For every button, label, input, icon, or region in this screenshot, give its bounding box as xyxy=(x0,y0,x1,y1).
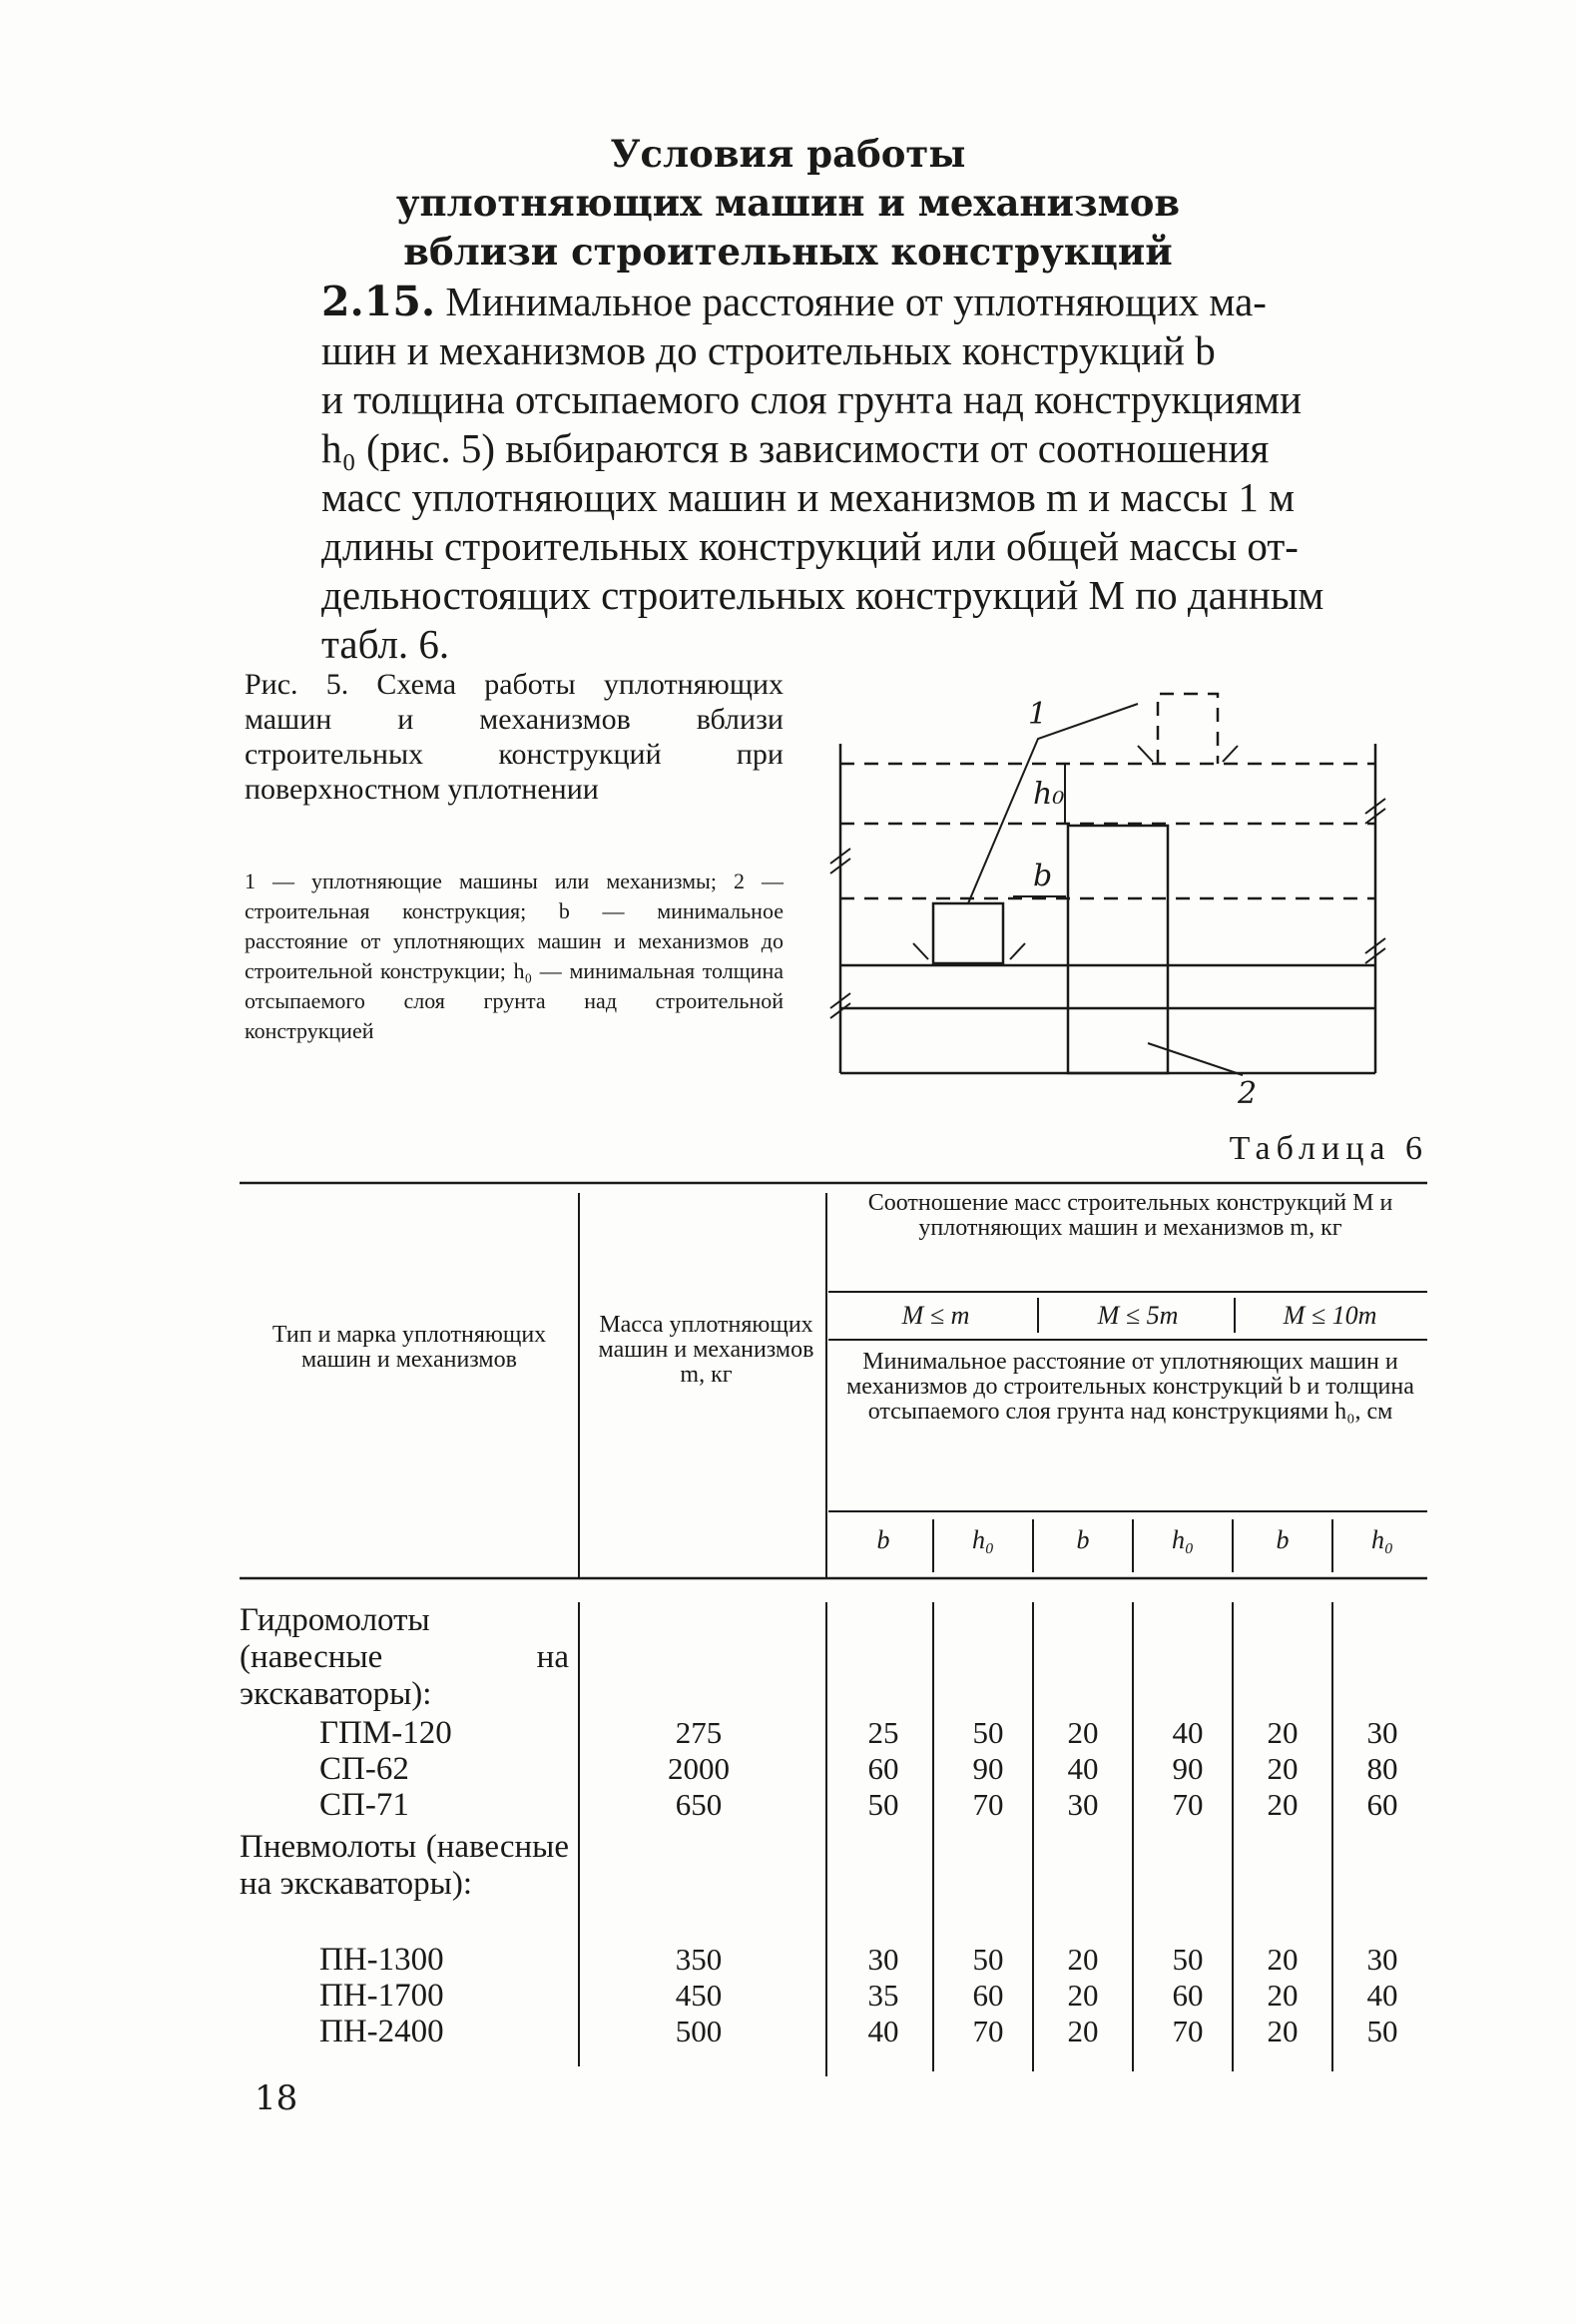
diagram-label-2: 2 xyxy=(1238,1076,1258,1111)
row-name: ПН-2400 xyxy=(319,2014,444,2049)
cell: 60 xyxy=(1172,1978,1204,2013)
header-sub-b-3: b xyxy=(1276,1525,1290,1554)
cell: 50 xyxy=(972,1715,1004,1750)
cell: 20 xyxy=(1067,2014,1099,2048)
row-name: ПН-1700 xyxy=(319,1978,444,2014)
paragraph-text: Минимальное расстояние от уплотняющих ма- xyxy=(445,279,1267,324)
cell: 90 xyxy=(1172,1751,1204,1786)
header-ratio: Соотношение масс строительных конструкций M и уплотняющих машин и механизмов m, кг xyxy=(867,1190,1393,1241)
row-mass: 275 xyxy=(675,1715,723,1750)
section-heading-line-1: Условия работы xyxy=(610,132,966,176)
header-min-distance: Минимальное расстояние от уплотняющих машин и механизмов до строительных конструкций b и толщина отсыпаемого слоя грунта над конструкциями h₀, см xyxy=(846,1349,1414,1425)
cell: 35 xyxy=(867,1978,899,2013)
paragraph-line-5: масс уплотняющих машин и механизмов m и массы 1 м xyxy=(321,474,1296,520)
diagram-label-h0: h₀ xyxy=(1033,777,1065,812)
cell: 30 xyxy=(1366,1942,1398,1977)
cell: 60 xyxy=(972,1978,1004,2013)
cell: 30 xyxy=(1366,1715,1398,1750)
paragraph-number: 2.15. xyxy=(321,278,436,325)
section-heading-line-3: вблизи строительных конструкций xyxy=(403,230,1173,274)
diagram-label-b: b xyxy=(1033,859,1053,893)
group-name: Гидромолоты (навесные на экскаваторы): xyxy=(240,1602,569,1712)
cell: 70 xyxy=(972,1787,1004,1822)
cell: 20 xyxy=(1267,1751,1299,1786)
row-mass: 650 xyxy=(675,1787,723,1822)
header-type: Тип и марка уплотняющих машин и механизмов xyxy=(271,1322,547,1373)
cell: 50 xyxy=(972,1942,1004,1977)
cell: 20 xyxy=(1267,1978,1299,2013)
header-sub-h0-2: h₀ xyxy=(1171,1525,1195,1554)
header-sub-b-1: b xyxy=(876,1525,890,1554)
cell: 70 xyxy=(1172,2014,1204,2048)
cell: 20 xyxy=(1267,2014,1299,2048)
cell: 50 xyxy=(1366,2014,1398,2048)
paragraph-line-3: и толщина отсыпаемого слоя грунта над конструкциями xyxy=(321,376,1303,422)
diagram-label-1: 1 xyxy=(1028,697,1048,732)
cell: 20 xyxy=(1267,1787,1299,1822)
cell: 40 xyxy=(1067,1751,1099,1786)
table-title: Таблица 6 xyxy=(1229,1130,1428,1167)
cell: 60 xyxy=(867,1751,899,1786)
header-sub-b-2: b xyxy=(1076,1525,1090,1554)
cell: 30 xyxy=(867,1942,899,1977)
header-ratio-1: M ≤ m xyxy=(901,1301,970,1330)
cell: 40 xyxy=(1366,1978,1398,2013)
paragraph-line-4: h₀ (рис. 5) выбираются в зависимости от соотношения xyxy=(321,425,1270,471)
cell: 25 xyxy=(867,1715,899,1750)
figure-legend: 1 — уплотняющие машины или механизмы; 2 — строительная конструкция; b — минимальное расстояние от уплотняющих машин и механизмов до строительной конструкции; h₀ — минимальная толщина отсыпаемого слоя грунта над строительной конструкцией xyxy=(245,869,784,1043)
group-name: Пневмолоты (навесные на экскаваторы): xyxy=(240,1829,569,1902)
row-name: ГПМ-120 xyxy=(319,1715,452,1751)
cell: 20 xyxy=(1267,1715,1299,1750)
cell: 40 xyxy=(867,2014,899,2048)
row-name: ПН-1300 xyxy=(319,1942,444,1978)
paragraph-line-6: длины строительных конструкций или общей массы от- xyxy=(321,523,1299,569)
row-name: СП-62 xyxy=(319,1751,409,1787)
paragraph-line-7: дельностоящих строительных конструкций M по данным xyxy=(321,572,1324,618)
section-heading-line-2: уплотняющих машин и механизмов xyxy=(395,181,1181,225)
header-ratio-3: M ≤ 10m xyxy=(1283,1301,1377,1330)
cell: 20 xyxy=(1267,1942,1299,1977)
paragraph-line-8: табл. 6. xyxy=(321,621,450,667)
header-ratio-2: M ≤ 5m xyxy=(1097,1301,1179,1330)
row-mass: 2000 xyxy=(668,1751,730,1786)
row-mass: 450 xyxy=(675,1978,723,2013)
row-name: СП-71 xyxy=(319,1787,409,1823)
figure-caption: Рис. 5. Схема работы уплотняющих машин и механизмов вблизи строительных конструкций при поверхностном уплотнении xyxy=(245,668,784,806)
cell: 80 xyxy=(1366,1751,1398,1786)
page-number: 18 xyxy=(255,2078,298,2118)
cell: 20 xyxy=(1067,1942,1099,1977)
cell: 70 xyxy=(1172,1787,1204,1822)
cell: 60 xyxy=(1366,1787,1398,1822)
cell: 50 xyxy=(1172,1942,1204,1977)
cell: 20 xyxy=(1067,1978,1099,2013)
cell: 20 xyxy=(1067,1715,1099,1750)
cell: 90 xyxy=(972,1751,1004,1786)
cell: 40 xyxy=(1172,1715,1204,1750)
row-mass: 500 xyxy=(675,2014,723,2048)
header-sub-h0-3: h₀ xyxy=(1370,1525,1394,1554)
header-sub-h0-1: h₀ xyxy=(971,1525,995,1554)
header-mass: Масса уплотняющих машин и механизмов m, кг xyxy=(598,1312,814,1388)
cell: 70 xyxy=(972,2014,1004,2048)
cell: 30 xyxy=(1067,1787,1099,1822)
paragraph-line-2: шин и механизмов до строительных конструкций b xyxy=(321,327,1216,373)
cell: 50 xyxy=(867,1787,899,1822)
row-mass: 350 xyxy=(675,1942,723,1977)
